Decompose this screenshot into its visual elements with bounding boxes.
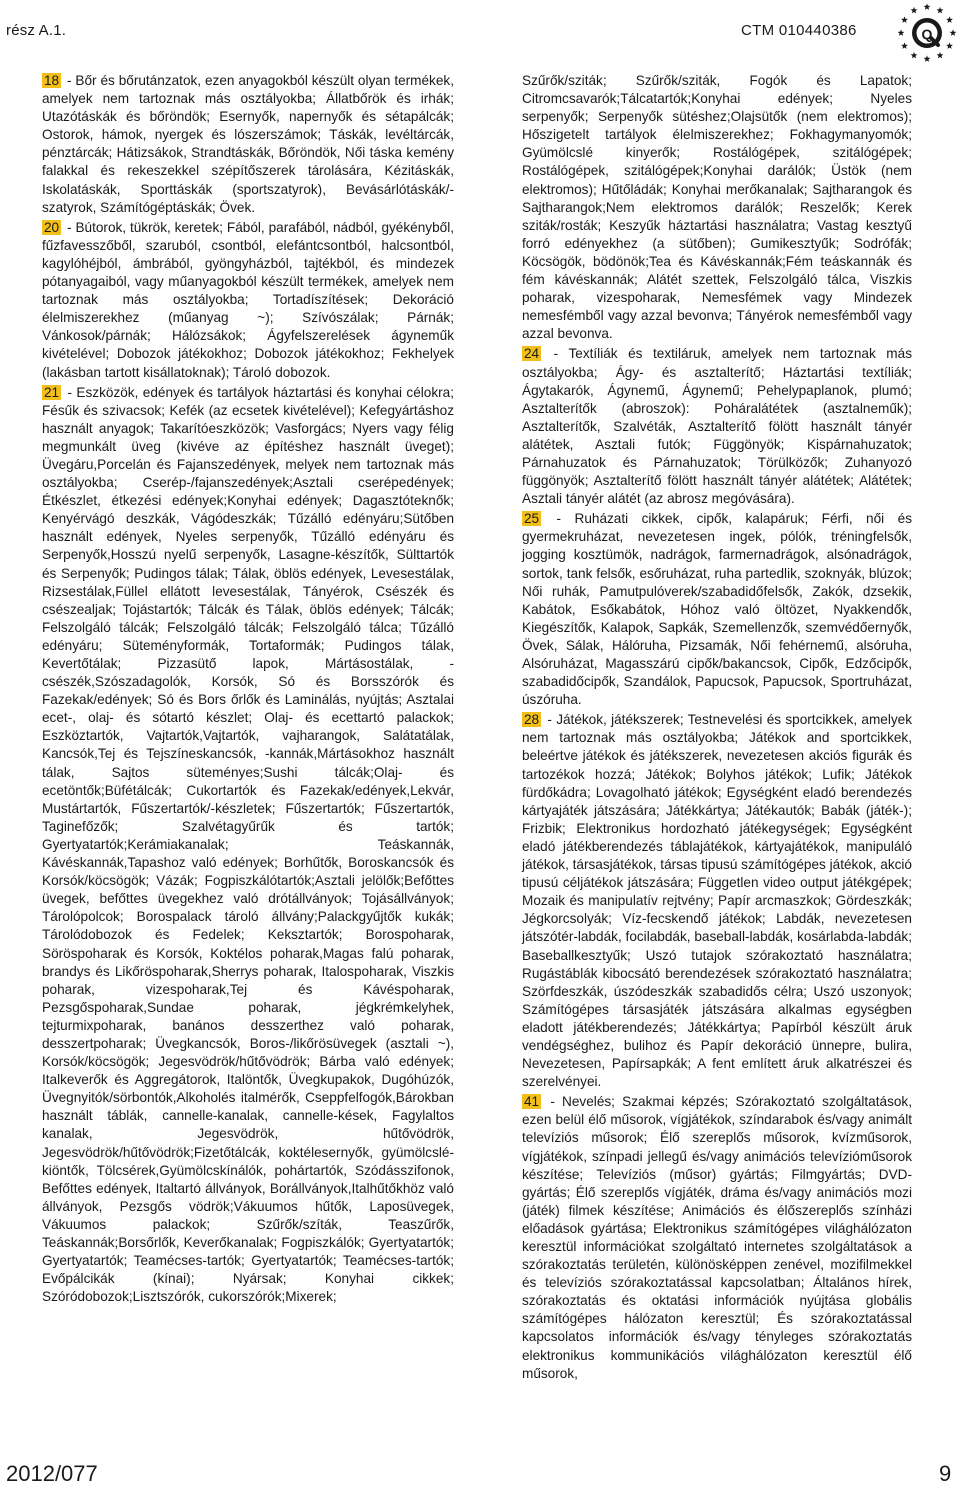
page-number: 9 [939,1461,952,1486]
logo-star-icon [937,7,944,14]
class-paragraph [42,72,454,217]
class-number-badge: 24 [524,346,540,362]
class-paragraph [522,345,912,508]
ctm-number: CTM 010440386 [741,22,857,39]
class-paragraph [42,219,454,382]
class-description: Szűrők/sziták; Szűrők/sziták, Fogók és Lapatok; Citromcsavarók;Tálcatartók;Konyhai edények; Nyeles serpenyők; Serpenyők sütéshez;Olajsütők (nem elektromos); Hőszigetelt tartályok élelmiszerekhez; Fokhagymanyomók; Gyümölcslé kinyerők; Rostálógépek, szitálógépek; Rostálógépek, szitálógépek;Konyhai darálók; Üstök (nem elektromos); Hűtőládák; Konyhai merőkanalak; Sajtharangok és Sajtharangok;Nem elektromos darálók; Reszelők; Kerek sziták/rosták; Keszyűk háztartási használatra; Vastag kesztyű forró edényekhez (a sütőben); Gumikesztyűk; Sodrófák; Köcsögök, bödönök;Tea és Kávéskannák;Fém teáskannák és fém kávéskannák; Alátét szettek, Felszolgáló tálca, Viszkis poharak, vizespoharak, Nemesfémek vagy Mindezek nemesfémből vagy azzal bevonva; Tányérok nemesfémből vagy azzal bevonva. [522,73,912,342]
eu-stars-circle-logo [894,0,960,66]
logo-star-icon [911,7,918,14]
logo-star-icon [898,29,905,36]
logo-letter: Q [921,26,933,42]
logo-star-icon [924,3,931,10]
class-number-badge: 28 [524,712,540,728]
class-number-badge: 20 [44,219,60,235]
class-number-badge: 18 [44,73,60,88]
class-paragraph [522,711,912,1091]
left-column [42,72,454,1308]
page-section-label: rész A.1. [6,22,67,39]
class-number-badge: 41 [524,1094,540,1110]
class-number-badge: 25 [524,511,540,527]
logo-star-icon [901,16,908,23]
class-description: - Eszközök, edények és tartályok háztartási és konyhai célokra; Fésűk és szivacsok; Kefék (az ecsetek kivételével); Kefegyártáshoz használt anyagok; Takarítóeszközök; Vasforgács; Nyers vagy félig megmunkált üveg (kivéve az építéshez használt üveget); Üvegáru,Porcelán és Fajanszedények, melyek nem tartoznak más osztályokba; Cserép-/fajanszedények;Asztali cserépedények; Étkészlet, étkezési edények;Konyhai edények; Dagasztóteknők; Kenyérvágó deszkák, Vágódeszkák; Tűzálló edényáru;Sütőben használt edények, Nyeles serpenyők, Tűzálló edényáru és Serpenyők,Hosszú nyelű serpenyők, Lasagne-készítők, Sülttartók és Serpenyők; Pudingos tálak; Tálak, öblös edények, Levesestálak, Rizsestálak,Füllel ellátott levesestálak, Tányérok, Csészék és csészealjak; Tojástartók; Tálcák és Tálak, öblös edények; Tálcák; Felszolgáló tálcák; Felszolgáló tálcák; Felszolgáló tálca; Tűzálló edényáru; Süteményformák, Tortaformák; Pudingos tálak, Kevertőtálak; Pizzasütő lapok, Mártásostálak, -csészék,Szószadagolók, Korsók, Só és Borsszórók és Fazekak/edények; Só és Bors őrlők és Laminálás, nyújtás; Asztalai ecet-, olaj- és sótartó készlet; Olaj- és ecettartó palackok; Eszköztartók, Vajtartók,Vajtartók, vajharangok, Salátatálak, Kancsók,Tej és Tejszíneskancsók, -kannák,Mártásokhoz használt tálak, Sajtos süteményes;Sushi tálcák;Olaj- és ecetöntők;Büfétálcák; Cukortartók és Fazekak/edények,Lekvár, Mustártartók, Fűszertartók/-készletek; Fűszertartók; Fűszertartók, Taginefőzők; Szalvétagyűrűk és tartók; Gyertyatartók;Kerámiakanalak; Teáskannák, Kávéskannák,Tapashoz való edények; Borhűtők, Boroskancsók és Korsók/köcsögök; Vázák; Fogpiszkálótartók;Asztali jelölők;Befőttes üvegek, befőttes üvegekhez való drótállványok; Tojásállványok; Tárolópolcok; Borospalack tároló állvány;Palackgyűjtők kukák; Tárolódobozok és Fedelek; Keksztartók; Borospoharak, Söröspoharak és Korsók, Koktélos poharak,Magas falú poharak, brandys és Likőröspoharak,Sherrys poharak, Italospoharak, Viszkis poharak, vizespoharak,Tej és Kávéspoharak, Pezsgőspoharak,Sundae poharak, jégkrémkelyhek, tejturmixpoharak, banános desszerthez való poharak, desszertpoharak; Üvegkancsók, Boros-/likőrösüvegek (asztali ~), Korsók/köcsögök; Jegesvödrök/hűtővödrök; Bárba való edények; Italkeverők és Aggregátorok, Italöntők, Üvegkupakok, Dugóhúzók, Üvegnyitók/sörbontók,Alkoholés italmérők, Cseppfelfogók,Bárokban használt táblák, cannelle-kanalak, cannelle-kések, Fagylaltos kanalak, Jegesvödrök, hűtővödrök, Jegesvödrök/hűtővödrök;Fizetőtálcák, koktélesernyők, gyümölcslé-kiöntők, Tölcsérek,Gyümölcskínálók, pohártartók, Szódásszifonok, Befőttes edények, Italtartó állványok, Borállványok,Italhűtőkhöz való állványok, Pezsgős vödrök;Vákuumos hűtők, Laposüvegek, Vákuumos palackok; Szűrők/szíták, Teaszűrők, Teáskannák;Borsőrlők, Keverőkanalak; Fogpiszkálók; Gyertyatartók; Gyertyatartók; Teamécses-tartók; Gyertyatartók; Teamécses-tartók; Evőpálcikák (kínai); Nyársak; Konyhai cikkek; Szóródobozok;Lisztszórók, cukorszórók;Mixerek; [42,384,454,1305]
logo-star-icon [946,42,953,49]
class-paragraph [522,1093,912,1383]
logo-star-icon [911,52,918,59]
logo-star-icon [950,29,957,36]
bulletin-issue: 2012/077 [6,1461,98,1486]
class-paragraph [522,510,912,709]
right-column [522,72,912,1385]
class-description: - Játékok, játékszerek; Testnevelési és sportcikkek, amelyek nem tartoznak más osztályokba; Játékok and sportcikkek, beleértve játékok és játékszerek, nevezetesen akciós figurák és tartozékok hozzá; Játékok; Bolyhos játékok; Lufik; Játékok fürdőkádra; Lovagolható játékok; Egységként eladó berendezés kártyajáték játszására; Játékkártya; Játékautók; Babák (játék-); Frizbik; Elektronikus hordozható játékegységek; Egységként eladó játékberendezés táblajátékok, kártyajátékok, manipuláló játékok, társasjátékok, társas tipusú számítógépes játékok, akció tipusú céljátékok játszására; Független video output játékgépek; Mozaik és manipulatív rejtvény; Papír arcmaszkok; Gördeszkák; Jégkorcsolyák; Víz-fecskendő játékok; Labdák, nevezetesen játszótér-labdák, focilabdák, baseball-labdák, kosárlabda-labdák; Baseballkesztyűk; Uszó tutajok szórakoztató használatra; Rugástáblák kibocsátó berendezések szórakoztató használatra; Szörfdeszkák, úszódeszkák szabadidős célra; Uszó uszonyok; Számítógépes társasjáték játszására alkalmas egységben eladott játékberendezés; Játékkártya; Papírból készült áruk vendégséghez, bulihoz és Papír dekoráció ünnepre, bulira, Nevezetesen, Papírsapkák; A fent említett áruk alkatrészei és szerelvényei. [522,712,912,1090]
logo-star-icon [924,55,931,62]
logo-star-icon [946,16,953,23]
logo-star-icon [901,42,908,49]
class-paragraph [522,72,912,343]
class-description: - Textíliák és textiláruk, amelyek nem tartoznak más osztályokba; Ágy- és asztalterítő; Háztartási textíliák; Ágytakarók, Ágynemű, Ágynemű; Pehelypaplanok, plumó; Asztalterítők (abroszok): Poháralátétek (asztalneműk); Asztalterítők, Szalvéták, Asztalterítő fölött használt tányér alátétek, Asztali futók; Függönyök; Kispárnahuzatok; Párnahuzatok és Párnahuzatok; Törülközők; Zuhanyozó függönyök; Asztalterítő fölött használt tányér alátétek; Alátétek; Asztali tányér alátét (az abrosz megóvására). [522,346,912,507]
class-paragraph [42,384,454,1307]
class-description: - Bútorok, tükrök, keretek; Fából, parafából, nádból, gyékényből, fűzfavesszőből, szaruból, csontból, elefántcsontból, halcsontból, kagylóhéjból, ámbrából, gyöngyházból, tajtékból, és mindezek pótanyagaiból, vagy műanyagokból készült termékek, amelyek nem tartoznak más osztályokba; Tortadíszítések; Dekoráció élelmiszerekhez (műanyag ~); Szívószálak; Párnák; Vánkosok/párnák; Hálózsákok; Ágyfelszerelések ágyneműk kivételével; Dobozok játékokhoz; Dobozok játékokhoz; Fekhelyek (lakásban tartott kisállatoknak); Tároló dobozok. [42,219,454,380]
class-description: - Nevelés; Szakmai képzés; Szórakoztató szolgáltatások, ezen belül élő műsorok, vígjátékok, színdarabok és/vagy animált televíziós műsorok; Élő szereplős műsorok, kvízműsorok, vígjátékok, színpadi jellegű és/vagy animációs televízióműsorok készítése; Televíziós (műsor) gyártás; Filmgyártás; DVD-gyártás; Élő szereplős vígjáték, dráma és/vagy animációs mozi (játék) filmek készítése; Animációs és élőszereplős színházi előadások gyártása; Elektronikus számítógépes világhálózaton keresztül információkat szolgáltató internetes szolgáltatások a szórakoztatás területén, különösképpen zenével, mozifilmekkel és televíziós szórakoztatással kapcsolatban; Általános hírek, szórakoztatás és oktatási információk nyújtása globális számítógépes hálózaton keresztül; És szórakoztatással kapcsolatos információk és/vagy tényleges szórakoztatás elektronikus kommunikációs világhálózaton keresztül élő műsorok, [522,1094,912,1381]
class-number-badge: 21 [44,384,60,400]
class-description: - Bőr és bőrutánzatok, ezen anyagokból készült olyan termékek, amelyek nem tartoznak más osztályokba; Állatbőrök és irhák; Utazótáskák és bőröndök; Esernyők, napernyők és sétapálcák; Ostorok, hámok, nyergek és lószerszámok; Táskák, levéltárcák, pénztárcák; Hátizsákok, Strandtáskák, Bőröndök, Női táska kemény falakkal és rekeszekkel szépítőszerek tárolására, Kézitáskák, Iskolatáskák, Sporttáskák (sportszatyrok), Bevásárlótáskák/-szatyrok, Számítógéptáskák; Övek. [42,73,454,215]
logo-star-icon [937,52,944,59]
class-description: - Ruházati cikkek, cipők, kalapáruk; Férfi, női és gyermekruházat, nevezetesen ingek, pólók, tréningfelsők, jogging kosztümök, nadrágok, farmernadrágok, alsónadrágok, sortok, tank felsők, esőruházat, ruha partedlik, szoknyák, blúzok; Női ruhák, Pamutpulóverek/szabadidőfelsők, Zakók, dzsekik, Kabátok, Esőkabátok, Hóhoz való öltözet, Nyakkendők, Kiegészítők, Kalapok, Sapkák, Szemellenzők, szemvédőernyők, Övek, Sálak, Hálóruha, Pizsamák, Női fehérnemű, alsóruha, Alsóruházat, Magasszárú cipők/bakancsok, Cipők, Edzőcipők, szabadidőcipők, Szandálok, Papucsok, Papucsok, Sportruházat, úszóruha. [522,511,912,708]
